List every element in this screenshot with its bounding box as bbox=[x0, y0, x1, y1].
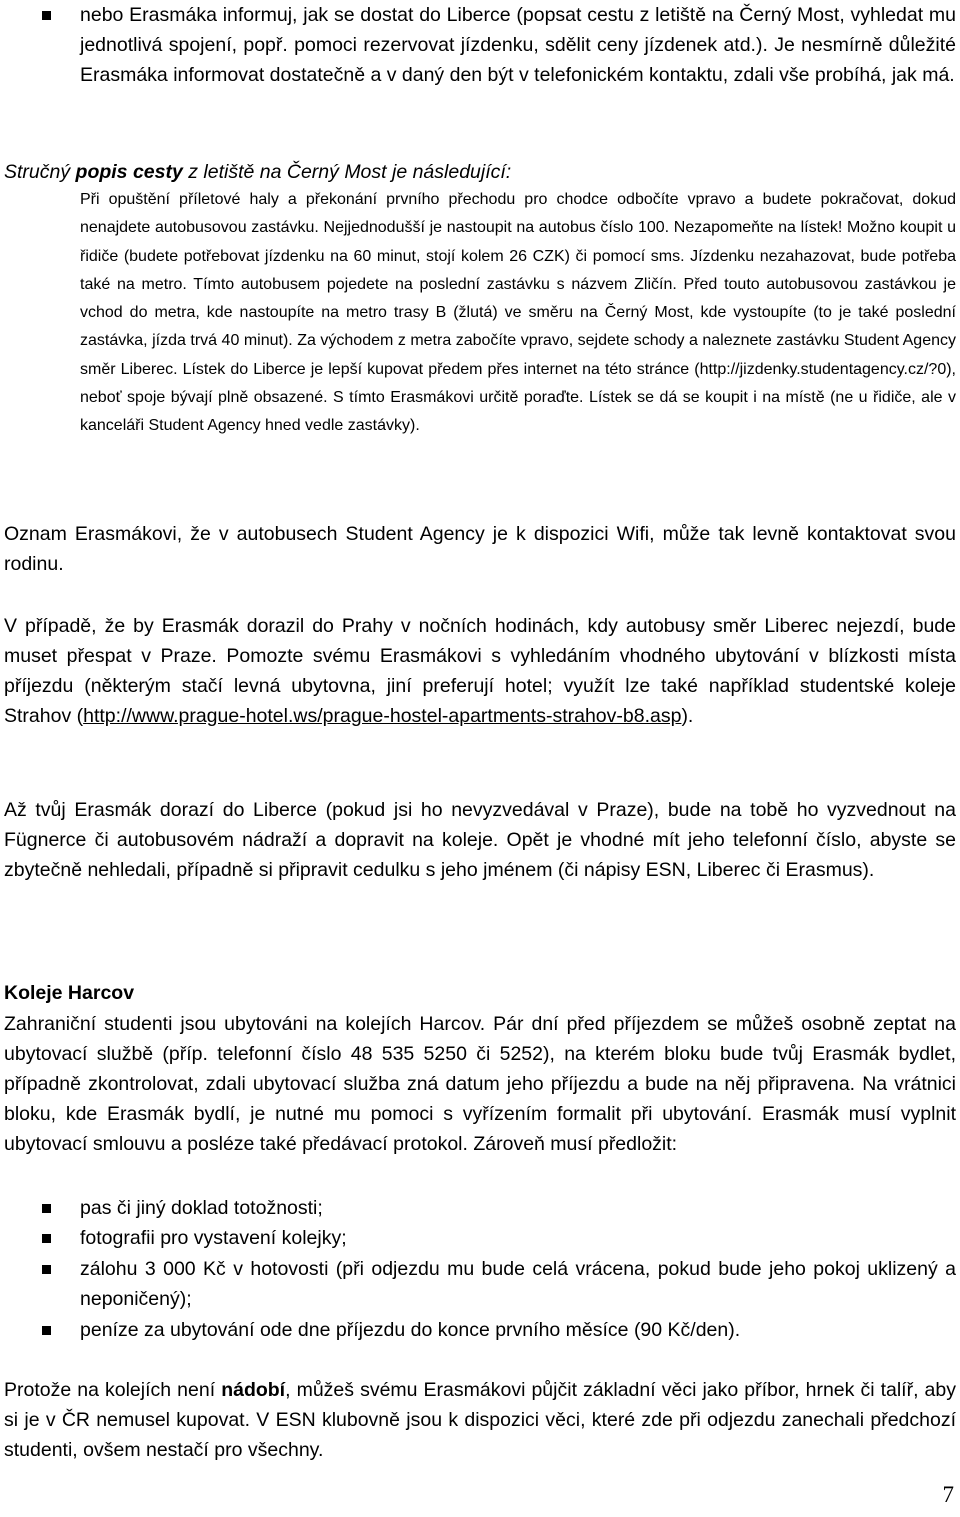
harcov-paragraph: Zahraniční studenti jsou ubytováni na kolejích Harcov. Pár dní před příjezdem se můžeš osobně zeptat na ubytovací službě (příp. telefonní číslo 48 535 5250 či 5252), na kterém bloku bude tvůj Erasmák bydlet, případně zkontrolovat, zdali ubytovací služba zná datum jeho příjezdu a bude na něj připravena. Na vrátnici bloku, kde Erasmák bydlí, je nutné mu pomoci s vyřízením formalit při ubytování. Erasmák musí vyplnit ubytovací smlouvu a posléze také předávací protokol. Zároveň musí předložit: bbox=[4, 1013, 956, 1155]
list-item-text: fotografii pro vystavení kolejky; bbox=[80, 1227, 347, 1249]
closing-part1: Protože na kolejích není bbox=[4, 1379, 222, 1401]
route-title bbox=[4, 157, 956, 187]
strahov-link[interactable]: http://www.prague-hotel.ws/prague-hostel-apartments-strahov-b8.asp bbox=[83, 705, 682, 727]
closing-paragraph bbox=[4, 1375, 956, 1465]
list-item-text: pas či jiný doklad totožnosti; bbox=[80, 1197, 323, 1219]
wifi-paragraph: Oznam Erasmákovi, že v autobusech Student Agency je k dispozici Wifi, může tak levně kontaktovat svou rodinu. bbox=[4, 523, 956, 575]
route-title-part2: z letiště na Černý Most je následující: bbox=[182, 161, 512, 183]
square-bullet-icon bbox=[42, 1265, 51, 1274]
list-item-text: zálohu 3 000 Kč v hotovosti (při odjezdu mu bude celá vrácena, pokud bude jeho pokoj uklizený a neponičený); bbox=[80, 1258, 956, 1310]
night-arrival-paragraph bbox=[4, 611, 956, 731]
square-bullet-icon bbox=[42, 1234, 51, 1243]
closing-part2: , můžeš svému Erasmákovi půjčit základní věci jako příbor, hrnek či talíř, aby si je v ČR nemusel kupovat. V ESN klubovně jsou k dispozici věci, které zde při odjezdu zanechali předchozí studenti, ovšem nestačí pro všechny. bbox=[4, 1379, 956, 1461]
route-description: Při opuštění příletové haly a překonání prvního přechodu pro chodce odbočíte vpravo a budete pokračovat, dokud nenajdete autobusovou zastávku. Nejjednodušší je nastoupit na autobus číslo 100. Nezapomeňte na lístek! Možno koupit u řidiče (budete potřebovat jízdenku na 60 minut, stojí kolem 26 CZK) či pomocí sms. Jízdenku nezahazovat, bude potřeba také na metro. Tímto autobusem pojedete na poslední zastávku s názvem Zličín. Před touto autobusovou zastávkou je vchod do metra, kde nastoupíte na metro trasy B (žlutá) ve směru na Černý Most, kde vystoupíte (to je také poslední zastávka, jízda trvá 40 minut). Za východem z metra zabočíte vpravo, sejdete schody a naleznete zastávku Student Agency směr Liberec. Lístek do Liberce je lepší kupovat předem přes internet na této stránce (http://jizdenky.studentagency.cz/?0), neboť spoje bývají plně obsazené. S tímto Erasmákovi určitě poraďte. Lístek se dá se koupit i na místě (ne u řidiče, ale v kanceláři Student Agency hned vedle zastávky). bbox=[80, 191, 956, 435]
night-arrival-text: V případě, že by Erasmák dorazil do Prahy v nočních hodinách, kdy autobusy směr Liberec nejezdí, bude muset přespat v Praze. Pomozte svému Erasmákovi s vyhledáním vhodného ubytování v blízkosti místa příjezdu (některým stačí levná ubytovna, jiní preferují hotel; využít lze také například studentské koleje Strahov ( bbox=[4, 615, 956, 727]
page-number: 7 bbox=[942, 1482, 954, 1507]
section-heading: Koleje Harcov bbox=[4, 982, 135, 1004]
list-item-text: nebo Erasmáka informuj, jak se dostat do Liberce (popsat cestu z letiště na Černý Most, vyhledat mu jednotlivá spojení, popř. pomoci rezervovat jízdenku, sdělit ceny jízdenek atd.). Je nesmírně důležité Erasmáka informovat dostatečně a v daný den být v telefonickém kontaktu, zdali vše probíhá, jak má. bbox=[80, 4, 956, 86]
list-item-text: peníze za ubytování ode dne příjezdu do konce prvního měsíce (90 Kč/den). bbox=[80, 1319, 741, 1341]
square-bullet-icon bbox=[42, 11, 51, 20]
route-title-part1: Stručný bbox=[4, 161, 76, 183]
square-bullet-icon bbox=[42, 1204, 51, 1213]
closing-bold: nádobí bbox=[221, 1379, 286, 1401]
night-arrival-end: ). bbox=[681, 705, 694, 727]
square-bullet-icon bbox=[42, 1326, 51, 1335]
list-item bbox=[0, 0, 960, 96]
arrival-paragraph: Až tvůj Erasmák dorazí do Liberce (pokud jsi ho nevyzvedával v Praze), bude na tobě ho vyzvednout na Fügnerce či autobusovém nádraží a dopravit na koleje. Opět je vhodné mít jeho telefonní číslo, abyste se zbytečně nehledali, případně si připravit cedulku s jeho jménem (či nápisy ESN, Liberec či Erasmus). bbox=[4, 799, 956, 881]
route-title-bold: popis cesty bbox=[75, 161, 183, 183]
